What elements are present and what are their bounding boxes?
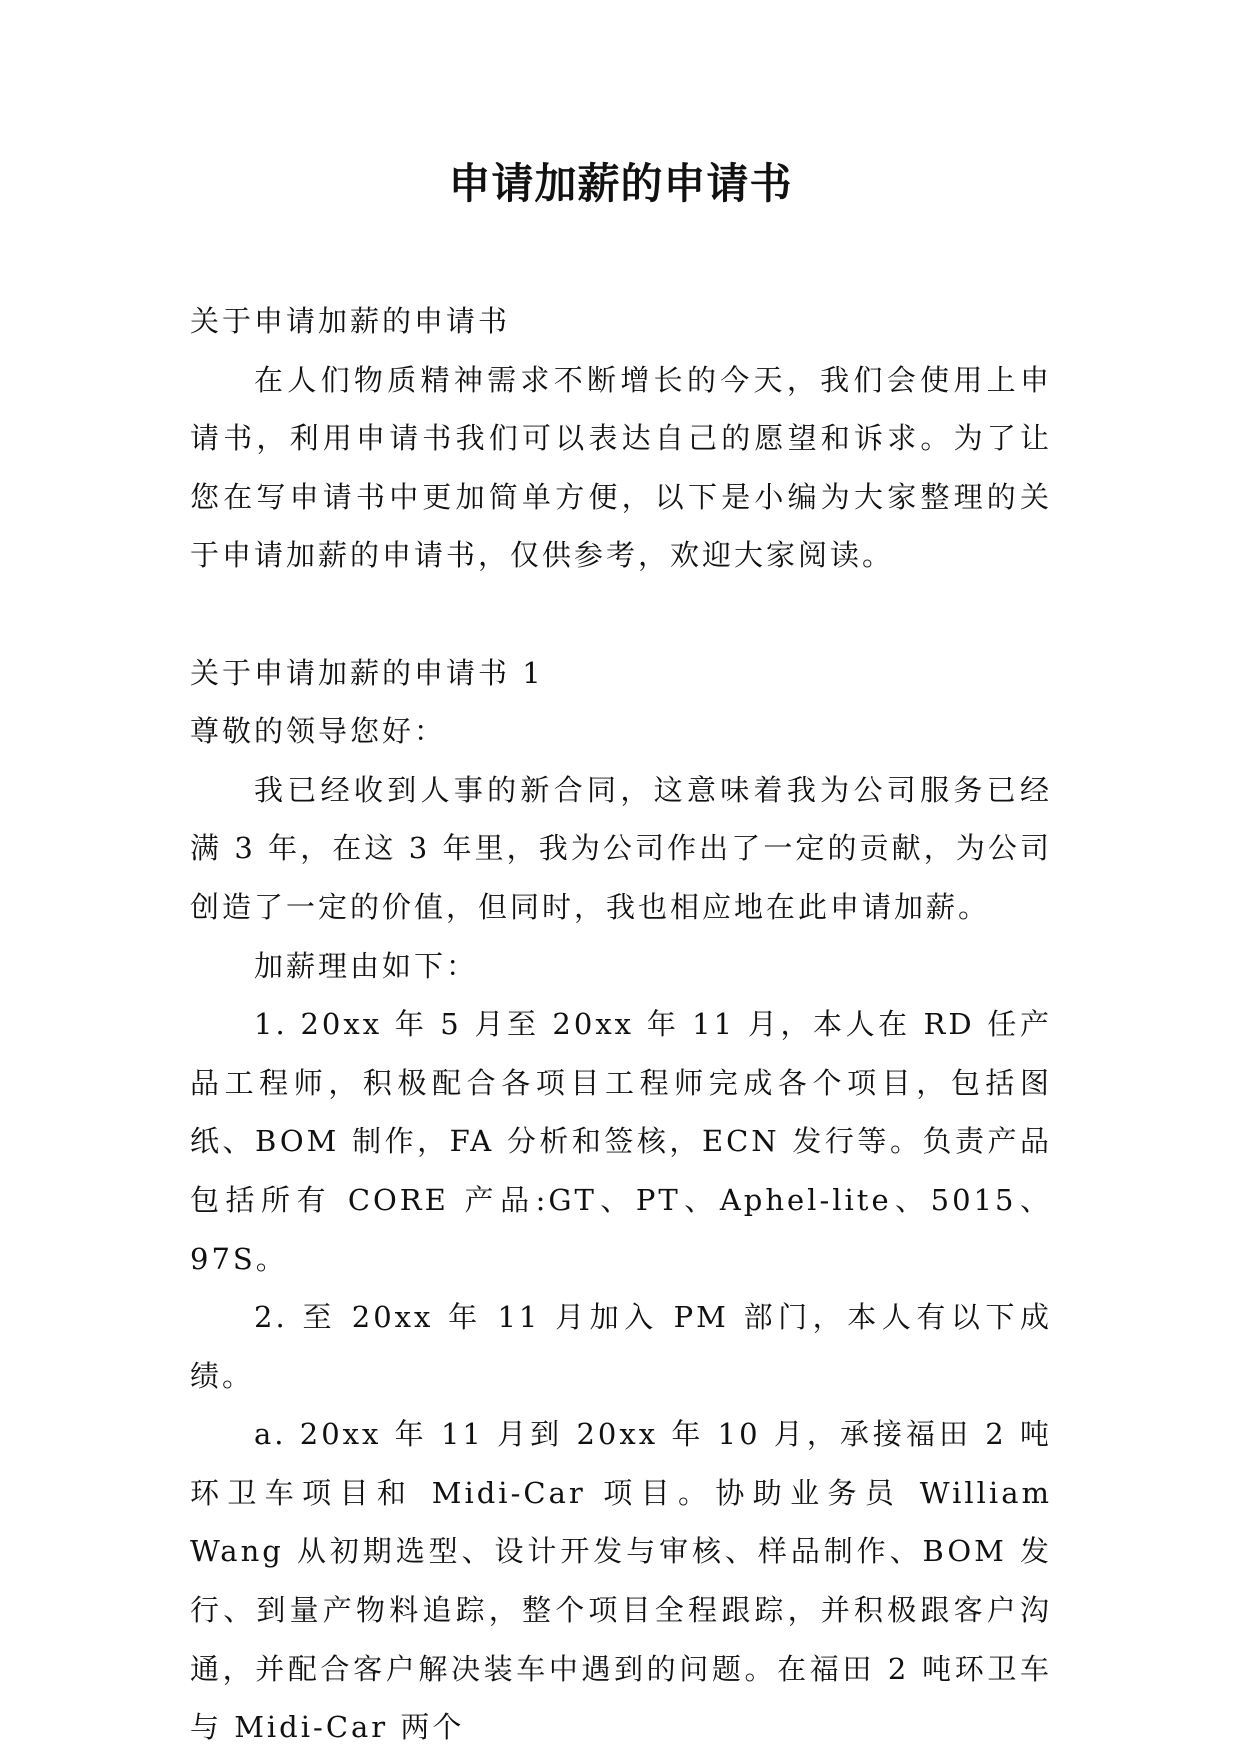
paragraph-spacer — [190, 585, 1052, 644]
document-body — [190, 292, 1052, 1757]
intro-heading: 关于申请加薪的申请书 — [190, 304, 511, 338]
section-heading: 关于申请加薪的申请书 1 — [190, 655, 544, 690]
document-title: 申请加薪的申请书 — [448, 159, 793, 208]
body-paragraph: 我已经收到人事的新合同，这意味着我为公司服务已经满 3 年，在这 3 年里，我为公司作出了一定的贡献，为公司创造了一定的价值，但同时，我也相应地在此申请加薪。 — [190, 772, 1052, 924]
intro-paragraph: 在人们物质精神需求不断增长的今天，我们会使用上申请书，利用申请书我们可以表达自己的愿望和诉求。为了让您在写申请书中更加简单方便，以下是小编为大家整理的关于申请加薪的申请书，仅供参考，欢迎大家阅读。 — [190, 362, 1052, 573]
reasons-heading: 加薪理由如下： — [254, 948, 479, 983]
salutation: 尊敬的领导您好： — [190, 714, 447, 749]
reason-subitem: a. 20xx 年 11 月到 20xx 年 10 月，承接福田 2 吨环卫车项目和 Midi-Car 项目。协助业务员 William Wang 从初期选型、设计开发与审核、样品制作、BOM 发行、到量产物料追踪，整个项目全程跟踪，并积极跟客户沟通，并配合客户解决装车中遇到的问题。在福田 2 吨环卫车与 Midi-Car 两个 — [190, 1417, 1052, 1745]
reason-item: 1. 20xx 年 5 月至 20xx 年 11 月，本人在 RD 任产品工程师，积极配合各项目工程师完成各个项目，包括图纸、BOM 制作，FA 分析和签核，ECN 发行等。负责产品包括所有 CORE 产品:GT、PT、Aphel-lite、5015、97S。 — [190, 1007, 1052, 1276]
reason-item: 2. 至 20xx 年 11 月加入 PM 部门，本人有以下成绩。 — [190, 1300, 1052, 1393]
